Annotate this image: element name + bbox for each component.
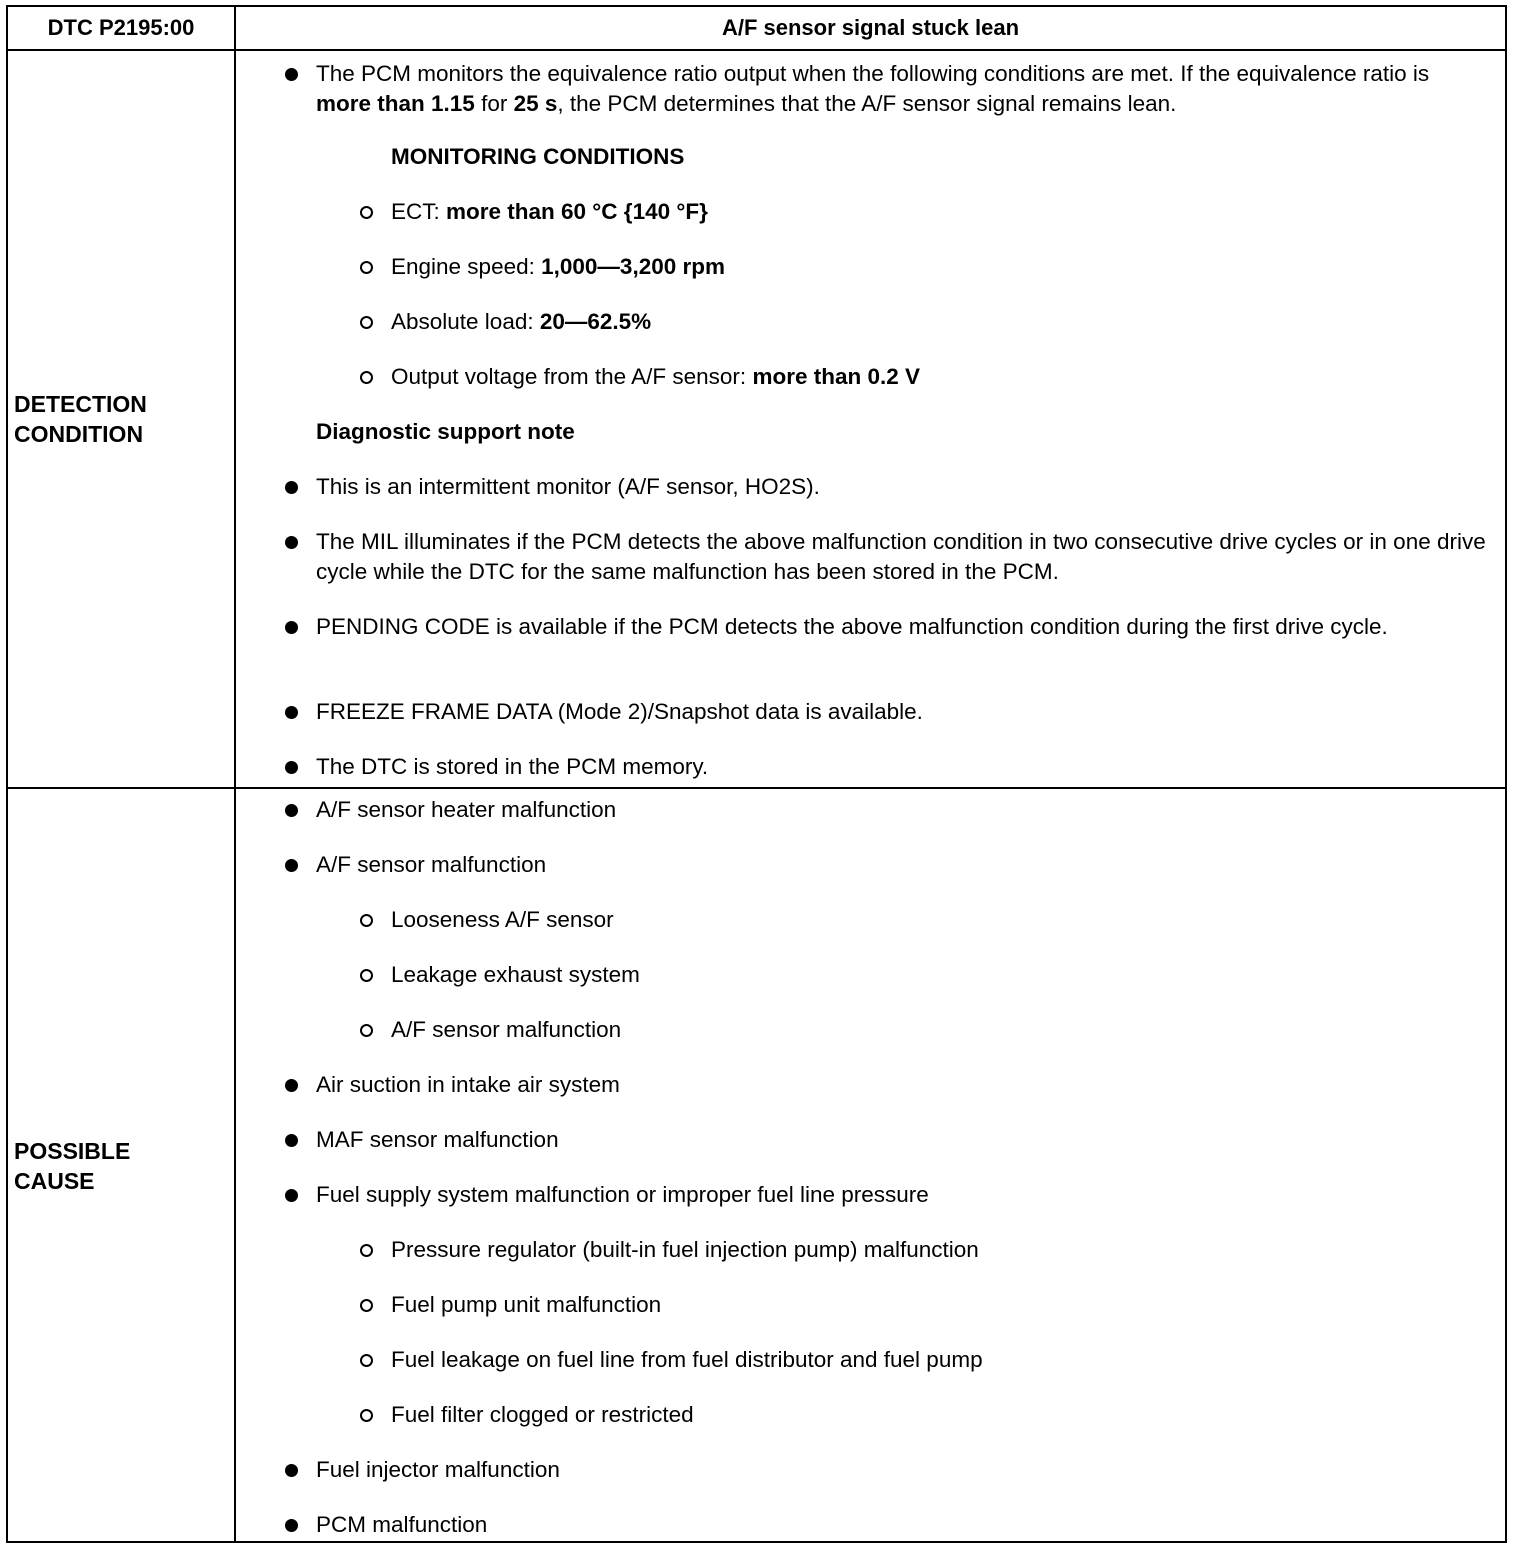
circle-bullet-icon: [360, 1244, 373, 1257]
bullet-icon: [285, 481, 298, 494]
condition-item: ECT: more than 60 °C {140 °F}: [391, 199, 708, 224]
bullet-icon: [285, 804, 298, 817]
bullet-icon: [285, 761, 298, 774]
row-divider: [8, 787, 1505, 789]
bullet-icon: [285, 68, 298, 81]
circle-bullet-icon: [360, 206, 373, 219]
possible-cause-label: POSSIBLE CAUSE: [14, 1138, 131, 1194]
bullet-icon: [285, 1079, 298, 1092]
cause-item: Air suction in intake air system: [316, 1072, 620, 1097]
bullet-icon: [285, 621, 298, 634]
detection-condition-label: DETECTION CONDITION: [14, 391, 147, 447]
cause-item: Fuel injector malfunction: [316, 1457, 560, 1482]
cause-subitem: Looseness A/F sensor: [391, 907, 614, 932]
cause-item: A/F sensor malfunction: [316, 852, 547, 877]
bullet-icon: [285, 706, 298, 719]
circle-bullet-icon: [360, 371, 373, 384]
bullet-icon: [285, 1464, 298, 1477]
cause-subitem: Leakage exhaust system: [391, 962, 640, 987]
circle-bullet-icon: [360, 1409, 373, 1422]
header-divider: [8, 49, 1505, 51]
cause-item: PCM malfunction: [316, 1512, 488, 1537]
dtc-table: [6, 5, 1507, 1543]
circle-bullet-icon: [360, 316, 373, 329]
condition-item: Output voltage from the A/F sensor: more than 0.2 V: [391, 364, 920, 389]
dtc-code: DTC P2195:00: [47, 15, 195, 40]
support-note: The DTC is stored in the PCM memory.: [316, 754, 709, 779]
bullet-icon: [285, 859, 298, 872]
dtc-title: A/F sensor signal stuck lean: [721, 15, 1020, 40]
support-note: This is an intermittent monitor (A/F sensor, HO2S).: [316, 474, 820, 499]
circle-bullet-icon: [360, 1299, 373, 1312]
cause-subitem: Fuel pump unit malfunction: [391, 1292, 662, 1317]
bullet-icon: [285, 1189, 298, 1202]
support-note: The MIL illuminates if the PCM detects the above malfunction condition in two consecutive drive cycles or in one drive cycle while the DTC for the same malfunction has been stored in the PCM.: [316, 529, 1486, 584]
circle-bullet-icon: [360, 261, 373, 274]
detection-intro: The PCM monitors the equivalence ratio output when the following conditions are met. If the equivalence ratio is more than 1.15 for 25 s, the PCM determines that the A/F sensor signal remains lean.: [316, 61, 1430, 116]
bullet-icon: [285, 536, 298, 549]
circle-bullet-icon: [360, 969, 373, 982]
condition-item: Engine speed: 1,000—3,200 rpm: [391, 254, 725, 279]
cause-subitem: Fuel leakage on fuel line from fuel distributor and fuel pump: [391, 1347, 983, 1372]
cause-item: Fuel supply system malfunction or improper fuel line pressure: [316, 1182, 929, 1207]
circle-bullet-icon: [360, 1024, 373, 1037]
support-note: FREEZE FRAME DATA (Mode 2)/Snapshot data is available.: [316, 699, 923, 724]
monitoring-conditions-heading: MONITORING CONDITIONS: [391, 144, 685, 169]
diagnostic-support-heading: Diagnostic support note: [316, 419, 575, 444]
cause-item: MAF sensor malfunction: [316, 1127, 559, 1152]
cause-subitem: A/F sensor malfunction: [391, 1017, 622, 1042]
support-note: PENDING CODE is available if the PCM detects the above malfunction condition during the first drive cycle.: [316, 614, 1388, 639]
cause-subitem: Fuel filter clogged or restricted: [391, 1402, 694, 1427]
circle-bullet-icon: [360, 1354, 373, 1367]
cause-subitem: Pressure regulator (built-in fuel injection pump) malfunction: [391, 1237, 979, 1262]
condition-item: Absolute load: 20—62.5%: [391, 309, 652, 334]
circle-bullet-icon: [360, 914, 373, 927]
cause-item: A/F sensor heater malfunction: [316, 797, 617, 822]
bullet-icon: [285, 1519, 298, 1532]
bullet-icon: [285, 1134, 298, 1147]
column-divider: [234, 7, 236, 1541]
